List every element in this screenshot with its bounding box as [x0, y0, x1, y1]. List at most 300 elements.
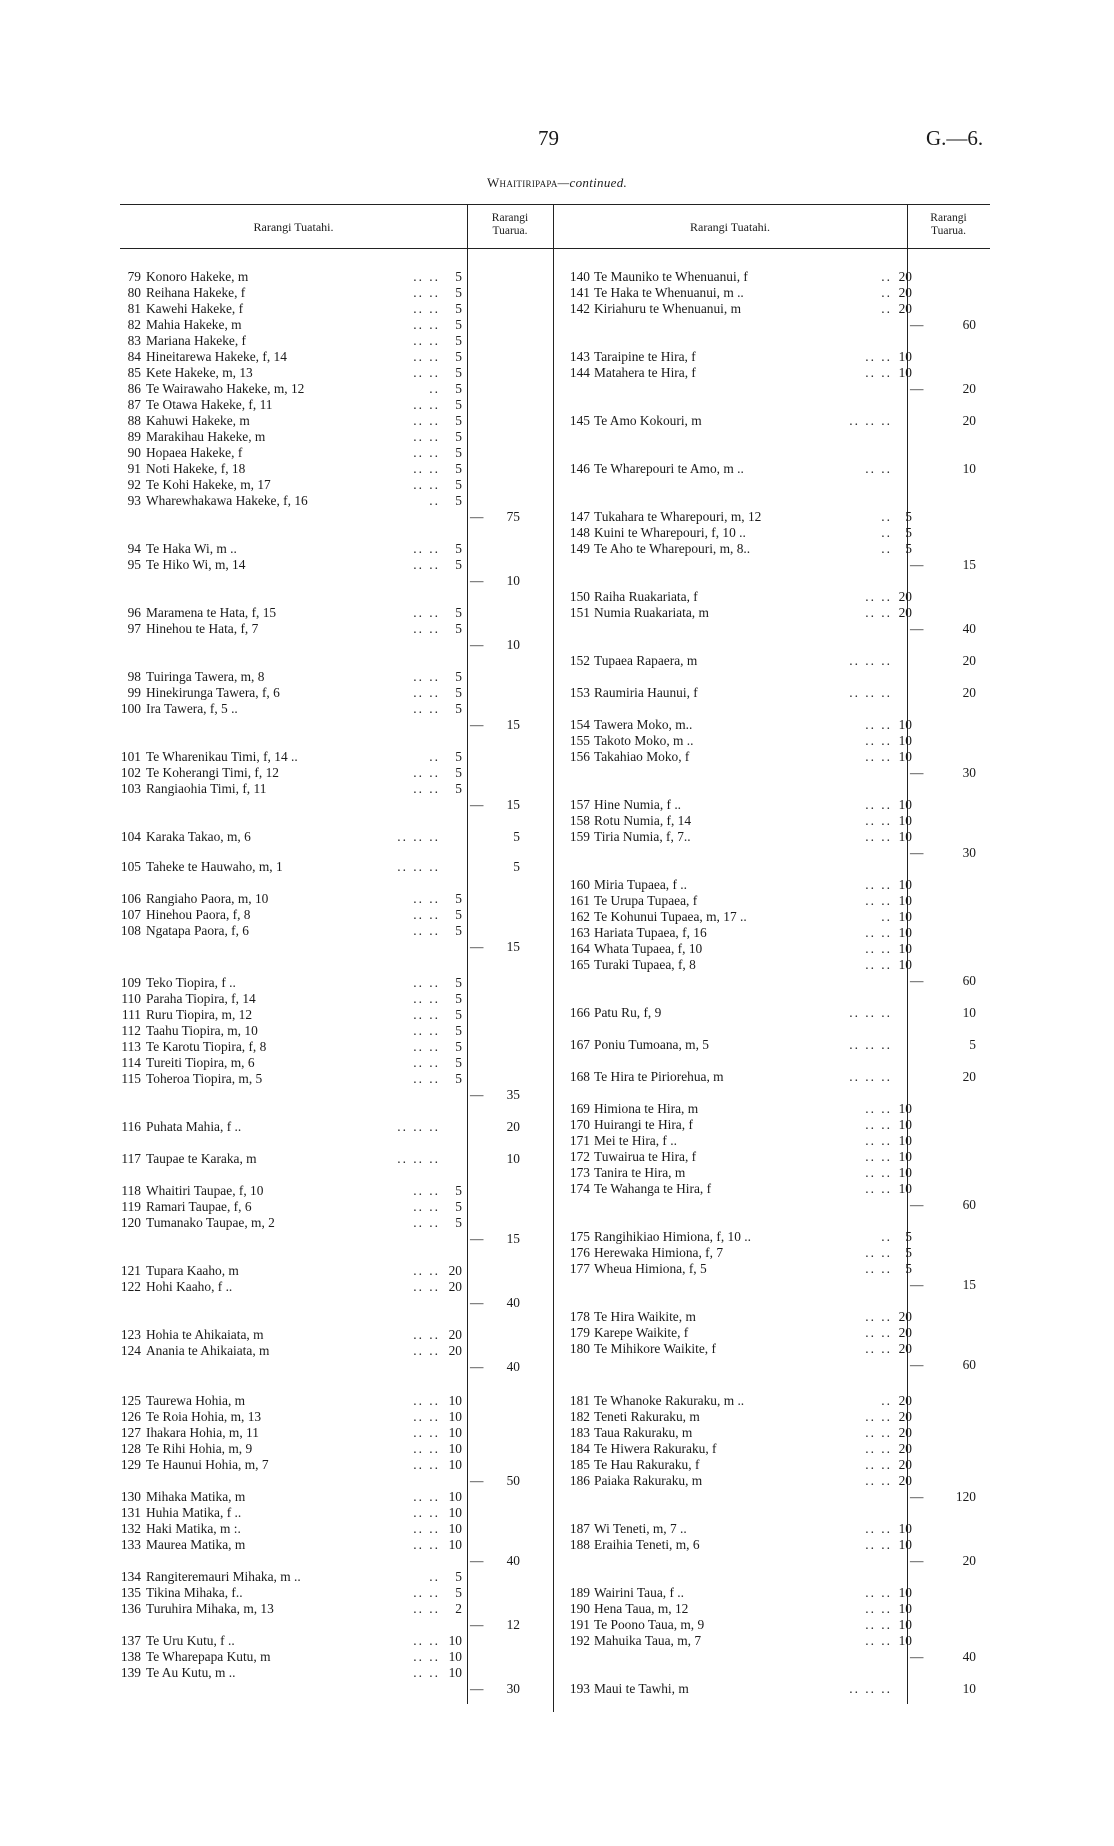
leader-dots: .. ..	[865, 893, 892, 908]
entry-share: 10	[448, 1665, 462, 1680]
leader-dots: .. ..	[413, 1215, 440, 1230]
subtotal-dash: —	[470, 1087, 484, 1102]
entry-number: 191	[569, 1617, 590, 1632]
subtotal-value: 20	[962, 1553, 976, 1568]
entry-share: 10	[898, 1101, 912, 1116]
entry-name: Rangiaho Paora, m, 10	[146, 891, 269, 906]
entry-share: 20	[898, 285, 912, 300]
entry-name: Paiaka Rakuraku, m	[594, 1473, 703, 1488]
entry-name: Ira Tawera, f, 5 ..	[146, 701, 238, 716]
entry-number: 125	[120, 1393, 141, 1408]
entry-share-total: 20	[962, 413, 976, 428]
entry-number: 133	[120, 1537, 141, 1552]
leader-dots: .. ..	[413, 285, 440, 300]
entry-number: 108	[120, 923, 141, 938]
leader-dots: .. ..	[865, 925, 892, 940]
entry-number: 87	[127, 397, 141, 412]
leader-dots: .. ..	[865, 605, 892, 620]
leader-dots: .. ..	[413, 891, 440, 906]
entry-share: 5	[455, 413, 462, 428]
leader-dots: .. ..	[865, 1261, 892, 1276]
leader-dots: ..	[881, 285, 892, 300]
entry-name: Karepe Waikite, f	[594, 1325, 689, 1340]
entry-share: 5	[455, 701, 462, 716]
entry-number: 177	[569, 1261, 590, 1276]
entry-number: 193	[569, 1681, 590, 1696]
entry-number: 184	[569, 1441, 590, 1456]
entry-name: Tupaea Rapaera, m	[594, 653, 698, 668]
leader-dots: .. ..	[413, 1441, 440, 1456]
entry-name: Teko Tiopira, f ..	[146, 975, 236, 990]
entry-number: 185	[569, 1457, 590, 1472]
entry-name: Noti Hakeke, f, 18	[146, 461, 246, 476]
subtotal-dash: —	[910, 765, 924, 780]
entry-number: 172	[569, 1149, 590, 1164]
subtotal-value: 30	[962, 845, 976, 860]
entry-share-total: 10	[506, 1151, 520, 1166]
entry-share: 10	[448, 1489, 462, 1504]
entry-name: Wheua Himiona, f, 5	[594, 1261, 707, 1276]
entry-name: Te Wahanga te Hira, f	[594, 1181, 712, 1196]
leader-dots: ..	[881, 909, 892, 924]
entry-number: 80	[127, 285, 141, 300]
leader-dots: .. ..	[865, 1617, 892, 1632]
left-header-sub-line1: Rarangi	[491, 212, 529, 224]
entry-share-total: 20	[962, 685, 976, 700]
entry-share: 5	[455, 1055, 462, 1070]
entry-name: Te Hira te Piriorehua, m	[594, 1069, 724, 1084]
subtotal-dash: —	[910, 1489, 924, 1504]
entry-number: 135	[120, 1585, 141, 1600]
leader-dots: .. ..	[413, 429, 440, 444]
subtotal-value: 120	[955, 1489, 976, 1504]
entry-name: Te Haunui Hohia, m, 7	[146, 1457, 269, 1472]
entry-share: 5	[455, 493, 462, 508]
entry-name: Rotu Numia, f, 14	[594, 813, 692, 828]
entry-share: 20	[898, 269, 912, 284]
leader-dots: .. ..	[865, 877, 892, 892]
entry-share: 5	[455, 1585, 462, 1600]
leader-dots: .. ..	[865, 1101, 892, 1116]
entry-share: 10	[448, 1393, 462, 1408]
entry-name: Whaitiri Taupae, f, 10	[146, 1183, 264, 1198]
leader-dots: .. ..	[865, 813, 892, 828]
entry-name: Puhata Mahia, f ..	[146, 1119, 242, 1134]
entry-number: 182	[569, 1409, 590, 1424]
entry-number: 146	[569, 461, 590, 476]
entry-name: Hine Numia, f ..	[594, 797, 682, 812]
entry-number: 94	[127, 541, 141, 556]
subtotal-dash: —	[910, 1553, 924, 1568]
entry-share-total: 20	[962, 653, 976, 668]
leader-dots: ..	[429, 381, 440, 396]
entry-number: 166	[569, 1005, 590, 1020]
entry-name: Te Hau Rakuraku, f	[594, 1457, 700, 1472]
entry-share: 5	[455, 1071, 462, 1086]
entry-number: 113	[121, 1039, 141, 1054]
leader-dots: .. ..	[865, 1441, 892, 1456]
leader-dots: .. ..	[865, 1149, 892, 1164]
leader-dots: ..	[429, 493, 440, 508]
subtotal-dash: —	[470, 1681, 484, 1696]
entry-share: 5	[455, 429, 462, 444]
leader-dots: ..	[881, 301, 892, 316]
entry-share: 20	[898, 605, 912, 620]
entry-number: 171	[569, 1133, 590, 1148]
entry-share: 5	[455, 1183, 462, 1198]
entry-share: 10	[898, 749, 912, 764]
entry-share: 5	[455, 477, 462, 492]
entry-share: 10	[898, 957, 912, 972]
subtotal-dash: —	[910, 317, 924, 332]
entry-number: 134	[120, 1569, 141, 1584]
subtotal-value: 15	[506, 1231, 520, 1246]
entry-share: 5	[455, 923, 462, 938]
entry-share: 5	[455, 749, 462, 764]
entry-name: Te Hiko Wi, m, 14	[146, 557, 246, 572]
entry-number: 151	[569, 605, 590, 620]
entry-name: Taurewa Hohia, m	[146, 1393, 246, 1408]
entry-number: 128	[120, 1441, 141, 1456]
leader-dots: .. ..	[865, 957, 892, 972]
leader-dots: .. ..	[413, 1409, 440, 1424]
entry-share: 5	[455, 891, 462, 906]
subtitle-name: Whaitiripapa	[486, 175, 558, 190]
subtotal-value: 30	[962, 765, 976, 780]
leader-dots: .. ..	[413, 1601, 440, 1616]
entry-name: Te Hiwera Rakuraku, f	[594, 1441, 717, 1456]
entry-share: 10	[898, 925, 912, 940]
entry-number: 124	[120, 1343, 141, 1358]
entry-number: 114	[121, 1055, 141, 1070]
entry-share: 5	[455, 1199, 462, 1214]
entry-share: 2	[455, 1601, 462, 1616]
entry-name: Ihakara Hohia, m, 11	[146, 1425, 259, 1440]
leader-dots: .. ..	[865, 1601, 892, 1616]
subtotal-dash: —	[910, 557, 924, 572]
entry-share: 10	[898, 1181, 912, 1196]
entry-name: Ramari Taupae, f, 6	[146, 1199, 252, 1214]
entry-name: Tumanako Taupae, m, 2	[146, 1215, 275, 1230]
leader-dots: .. .. ..	[849, 1005, 892, 1020]
entry-share: 5	[905, 541, 912, 556]
subtotal-value: 40	[506, 1553, 520, 1568]
entry-number: 107	[120, 907, 141, 922]
entry-number: 97	[127, 621, 141, 636]
leader-dots: .. ..	[413, 333, 440, 348]
entry-number: 95	[127, 557, 141, 572]
entry-share: 5	[905, 1261, 912, 1276]
leader-dots: .. ..	[413, 1199, 440, 1214]
leader-dots: .. ..	[865, 797, 892, 812]
entry-name: Te Haka Wi, m ..	[146, 541, 237, 556]
entry-share: 10	[898, 1537, 912, 1552]
entry-share: 20	[898, 1441, 912, 1456]
leader-dots: ..	[429, 1569, 440, 1584]
entry-share-total: 5	[513, 859, 520, 874]
entry-name: Maramena te Hata, f, 15	[146, 605, 277, 620]
entry-number: 163	[569, 925, 590, 940]
entry-share: 20	[898, 1425, 912, 1440]
entry-name: Tiria Numia, f, 7..	[594, 829, 691, 844]
entry-number: 181	[569, 1393, 590, 1408]
entry-number: 106	[120, 891, 141, 906]
entry-share: 5	[455, 605, 462, 620]
entry-number: 179	[569, 1325, 590, 1340]
entry-number: 100	[120, 701, 141, 716]
entry-number: 126	[120, 1409, 141, 1424]
entry-share: 10	[898, 829, 912, 844]
entry-name: Paraha Tiopira, f, 14	[146, 991, 256, 1006]
subtotal-value: 60	[962, 1357, 976, 1372]
entry-number: 145	[569, 413, 590, 428]
entry-name: Te Mauniko te Whenuanui, f	[594, 269, 748, 284]
leader-dots: .. ..	[865, 829, 892, 844]
entry-share: 5	[455, 349, 462, 364]
subtotal-value: 40	[506, 1295, 520, 1310]
subtotal-value: 15	[962, 557, 976, 572]
entry-name: Te Karotu Tiopira, f, 8	[146, 1039, 267, 1054]
entry-name: Kiriahuru te Whenuanui, m	[594, 301, 742, 316]
entry-number: 144	[569, 365, 590, 380]
subtotal-value: 20	[962, 381, 976, 396]
table-subtitle	[0, 175, 1114, 191]
entry-share: 10	[898, 797, 912, 812]
entry-name: Raiha Ruakariata, f	[594, 589, 698, 604]
leader-dots: .. ..	[865, 1409, 892, 1424]
leader-dots: .. ..	[413, 1327, 440, 1342]
entry-name: Te Roia Hohia, m, 13	[146, 1409, 262, 1424]
entry-name: Huirangi te Hira, f	[594, 1117, 693, 1132]
entry-name: Mariana Hakeke, f	[146, 333, 247, 348]
entry-name: Matahera te Hira, f	[594, 365, 696, 380]
entry-number: 173	[569, 1165, 590, 1180]
entry-number: 136	[120, 1601, 141, 1616]
entry-share: 5	[455, 1007, 462, 1022]
entry-number: 148	[569, 525, 590, 540]
entry-name: Wi Teneti, m, 7 ..	[594, 1521, 687, 1536]
leader-dots: .. .. ..	[849, 1681, 892, 1696]
leader-dots: .. ..	[413, 301, 440, 316]
entry-number: 150	[569, 589, 590, 604]
entry-name: Tawera Moko, m..	[594, 717, 693, 732]
leader-dots: .. ..	[865, 349, 892, 364]
entry-share: 20	[898, 1457, 912, 1472]
entry-number: 180	[569, 1341, 590, 1356]
subtotal-dash: —	[470, 939, 484, 954]
entry-number: 120	[120, 1215, 141, 1230]
leader-dots: .. ..	[413, 701, 440, 716]
entry-name: Haki Matika, m :.	[146, 1521, 241, 1536]
entry-name: Teneti Rakuraku, m	[594, 1409, 700, 1424]
leader-dots: .. ..	[413, 1343, 440, 1358]
subtotal-dash: —	[910, 621, 924, 636]
entry-name: Konoro Hakeke, m	[146, 269, 249, 284]
entry-name: Te Wharepouri te Amo, m ..	[594, 461, 744, 476]
entry-share: 20	[898, 1309, 912, 1324]
entry-name: Whata Tupaea, f, 10	[594, 941, 703, 956]
entry-name: Takoto Moko, m ..	[594, 733, 694, 748]
entry-share: 5	[455, 781, 462, 796]
entry-number: 156	[569, 749, 590, 764]
entry-number: 158	[569, 813, 590, 828]
entry-share: 5	[455, 1215, 462, 1230]
entry-name: Te Uru Kutu, f ..	[146, 1633, 235, 1648]
leader-dots: .. ..	[413, 975, 440, 990]
entry-number: 116	[121, 1119, 141, 1134]
subtotal-value: 40	[962, 621, 976, 636]
entry-share: 10	[898, 877, 912, 892]
leader-dots: .. ..	[865, 1633, 892, 1648]
entry-number: 138	[120, 1649, 141, 1664]
subtotal-value: 30	[506, 1681, 520, 1696]
leader-dots: .. ..	[413, 621, 440, 636]
entry-share: 5	[455, 285, 462, 300]
right-header-sub-line1: Rarangi	[930, 212, 967, 224]
leader-dots: .. ..	[865, 461, 892, 476]
entry-number: 130	[120, 1489, 141, 1504]
leader-dots: .. ..	[413, 605, 440, 620]
entry-share: 5	[455, 461, 462, 476]
entry-number: 132	[120, 1521, 141, 1536]
entry-number: 174	[569, 1181, 590, 1196]
entry-number: 115	[121, 1071, 141, 1086]
entry-name: Hena Taua, m, 12	[594, 1601, 689, 1616]
entry-name: Toheroa Tiopira, m, 5	[146, 1071, 263, 1086]
leader-dots: .. ..	[413, 461, 440, 476]
leader-dots: .. .. ..	[849, 1069, 892, 1084]
entry-number: 164	[569, 941, 590, 956]
entry-share: 10	[448, 1441, 462, 1456]
subtotal-dash: —	[910, 381, 924, 396]
leader-dots: .. .. ..	[397, 1119, 440, 1134]
entry-share: 10	[898, 1521, 912, 1536]
leader-dots: ..	[881, 525, 892, 540]
entry-share: 20	[898, 589, 912, 604]
leader-dots: ..	[429, 749, 440, 764]
entry-number: 98	[127, 669, 141, 684]
subtotal-dash: —	[470, 1473, 484, 1488]
leader-dots: .. ..	[413, 541, 440, 556]
entry-name: Tuwairua te Hira, f	[594, 1149, 697, 1164]
leader-dots: .. ..	[413, 1537, 440, 1552]
right-header-sub-line2: Tuarua.	[930, 225, 967, 237]
entry-number: 187	[569, 1521, 590, 1536]
leader-dots: .. .. ..	[397, 829, 440, 844]
entry-number: 186	[569, 1473, 590, 1488]
entry-number: 93	[127, 493, 141, 508]
subtotal-value: 60	[962, 973, 976, 988]
entry-share: 10	[448, 1425, 462, 1440]
leader-dots: .. ..	[413, 1457, 440, 1472]
entry-number: 167	[569, 1037, 590, 1052]
entry-name: Te Kohi Hakeke, m, 17	[146, 477, 271, 492]
entry-number: 131	[120, 1505, 141, 1520]
entry-name: Tureiti Tiopira, m, 6	[146, 1055, 255, 1070]
entry-number: 91	[127, 461, 141, 476]
entry-name: Te Wharenikau Timi, f, 14 ..	[146, 749, 298, 764]
leader-dots: .. ..	[413, 317, 440, 332]
entry-share: 5	[455, 1039, 462, 1054]
leader-dots: .. .. ..	[849, 653, 892, 668]
entry-number: 96	[127, 605, 141, 620]
entry-name: Hopaea Hakeke, f	[146, 445, 243, 460]
leader-dots: .. ..	[865, 1325, 892, 1340]
entry-name: Himiona te Hira, m	[594, 1101, 699, 1116]
entry-share: 5	[455, 269, 462, 284]
left-header-sub-line2: Tuarua.	[492, 225, 528, 237]
entry-number: 92	[127, 477, 141, 492]
entry-number: 153	[569, 685, 590, 700]
leader-dots: .. ..	[413, 1633, 440, 1648]
entry-name: Turaki Tupaea, f, 8	[594, 957, 696, 972]
entry-name: Takahiao Moko, f	[594, 749, 690, 764]
subtotal-dash: —	[470, 637, 484, 652]
leader-dots: .. ..	[413, 907, 440, 922]
subtotal-value: 15	[506, 797, 520, 812]
entry-number: 155	[569, 733, 590, 748]
entry-number: 170	[569, 1117, 590, 1132]
entry-name: Mei te Hira, f ..	[594, 1133, 677, 1148]
subtotal-dash: —	[910, 845, 924, 860]
entry-share: 20	[898, 1393, 912, 1408]
entry-name: Te Koherangi Timi, f, 12	[146, 765, 279, 780]
leader-dots: .. ..	[413, 1183, 440, 1198]
entry-number: 139	[120, 1665, 141, 1680]
entry-name: Huhia Matika, f ..	[146, 1505, 242, 1520]
entry-share: 5	[455, 557, 462, 572]
entry-share: 20	[448, 1343, 462, 1358]
leader-dots: .. ..	[413, 1489, 440, 1504]
entry-name: Wharewhakawa Hakeke, f, 16	[146, 493, 308, 508]
entry-share: 10	[898, 1601, 912, 1616]
entry-number: 189	[569, 1585, 590, 1600]
entry-name: Te Urupa Tupaea, f	[594, 893, 698, 908]
entry-share: 5	[455, 301, 462, 316]
entry-name: Maui te Tawhi, m	[594, 1681, 689, 1696]
leader-dots: .. ..	[865, 733, 892, 748]
subtotal-value: 60	[962, 1197, 976, 1212]
entry-share-total: 10	[962, 461, 976, 476]
entry-number: 112	[121, 1023, 141, 1038]
leader-dots: .. .. ..	[849, 685, 892, 700]
entry-share: 10	[448, 1409, 462, 1424]
entry-number: 122	[120, 1279, 141, 1294]
leader-dots: .. ..	[413, 1521, 440, 1536]
entry-number: 88	[127, 413, 141, 428]
subtotal-value: 40	[506, 1359, 520, 1374]
leader-dots: .. ..	[413, 1071, 440, 1086]
entry-share-total: 20	[962, 1069, 976, 1084]
leader-dots: .. ..	[865, 1585, 892, 1600]
leader-dots: .. .. ..	[849, 413, 892, 428]
leader-dots: .. ..	[865, 1133, 892, 1148]
entry-name: Te Otawa Hakeke, f, 11	[146, 397, 273, 412]
entry-share: 10	[898, 717, 912, 732]
subtotal-dash: —	[470, 1617, 484, 1632]
entry-name: Marakihau Hakeke, m	[146, 429, 266, 444]
entry-number: 169	[569, 1101, 590, 1116]
entry-name: Taahu Tiopira, m, 10	[146, 1023, 258, 1038]
subtotal-value: 12	[506, 1617, 520, 1632]
leader-dots: .. ..	[413, 1585, 440, 1600]
entry-number: 141	[569, 285, 590, 300]
entry-name: Maurea Matika, m	[146, 1537, 246, 1552]
entry-share: 20	[898, 301, 912, 316]
leader-dots: .. ..	[865, 1457, 892, 1472]
entry-name: Taraipine te Hira, f	[594, 349, 696, 364]
entry-share: 5	[905, 509, 912, 524]
